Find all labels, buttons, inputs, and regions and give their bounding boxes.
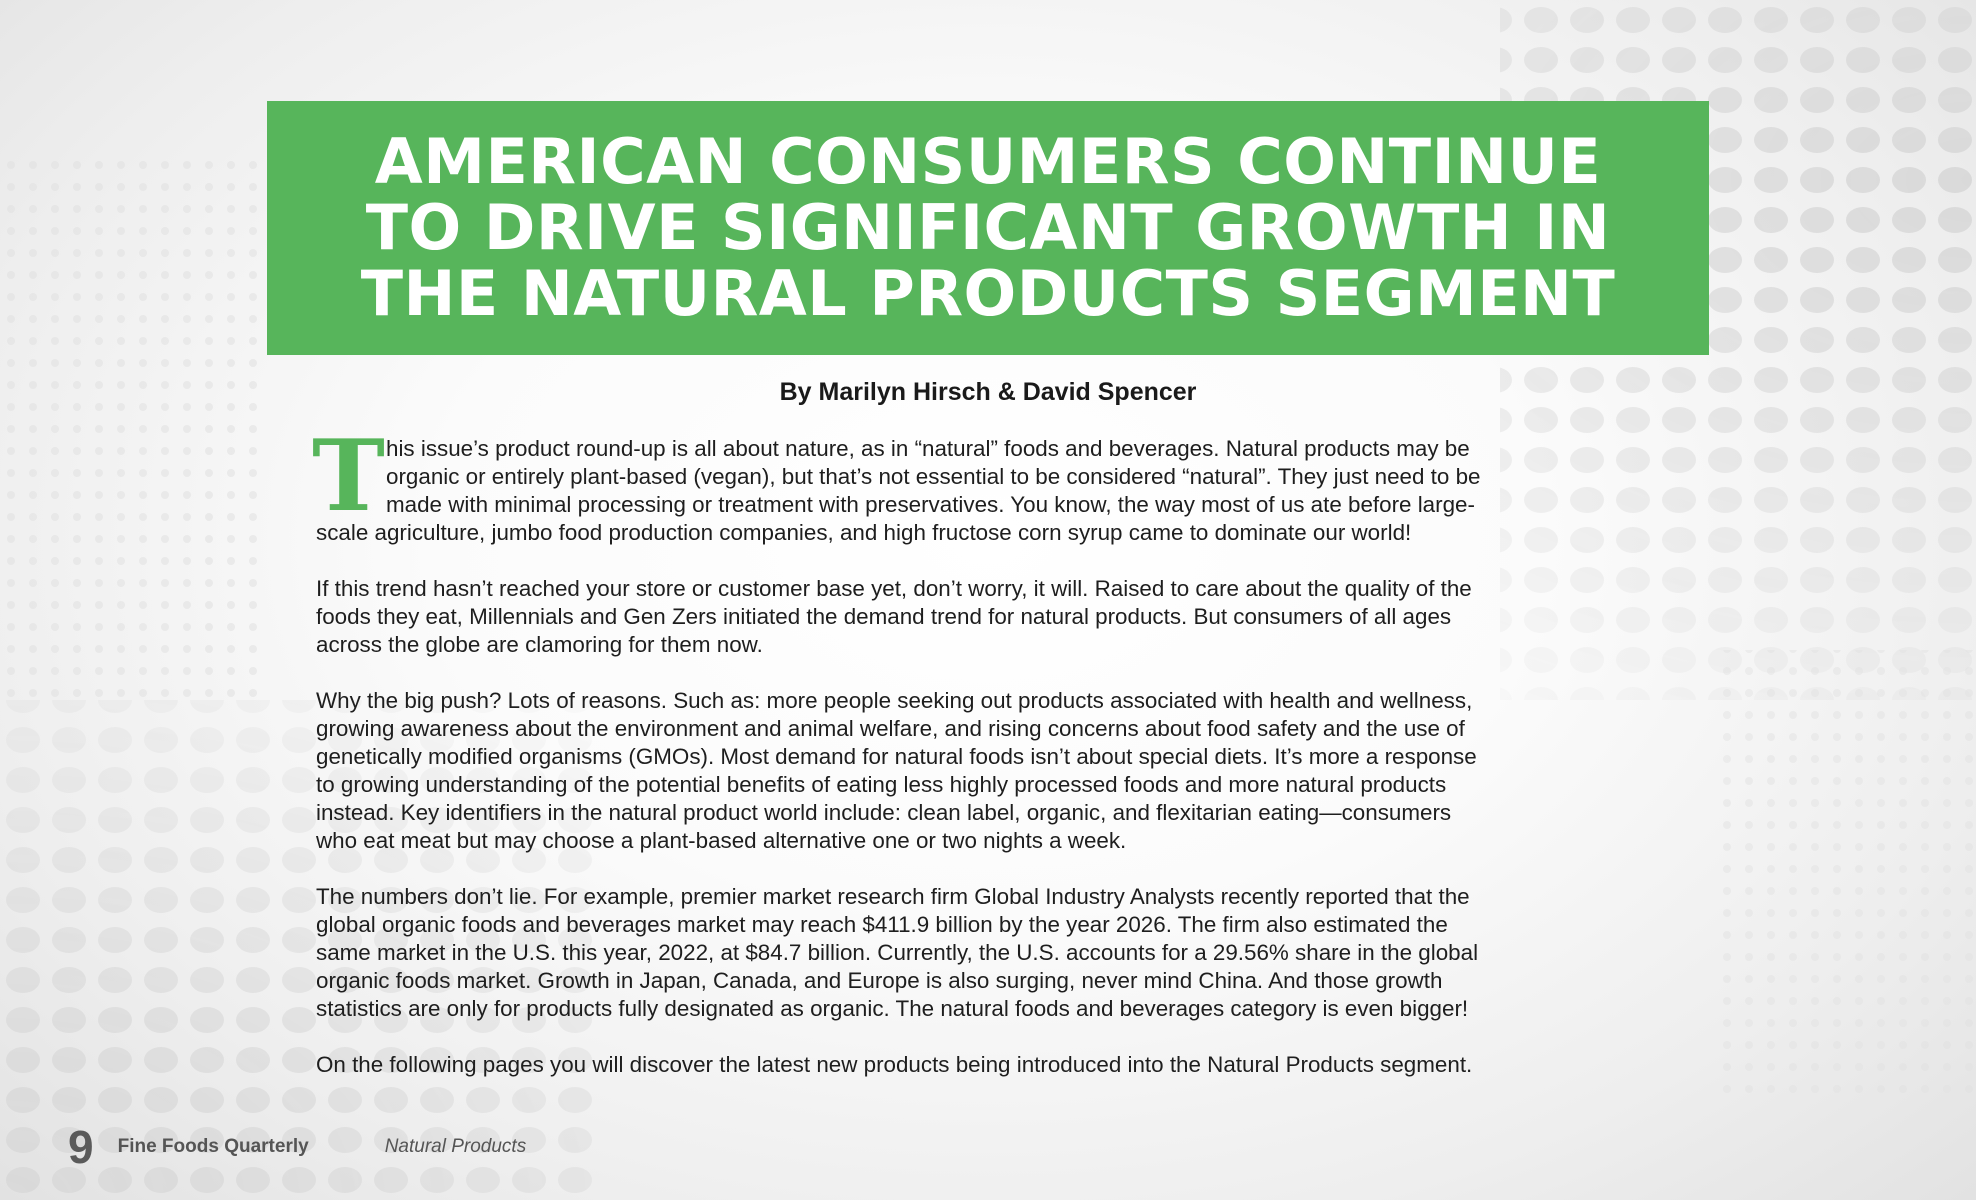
paragraph-line: made with minimal processing or treatment with preservatives. You know, the way most of us ate before large- bbox=[386, 492, 1475, 517]
paragraph-line: scale agriculture, jumbo food production companies, and high fructose corn syrup came to dominate our world! bbox=[316, 520, 1412, 545]
section-name: Natural Products bbox=[384, 1136, 527, 1157]
article-paragraph bbox=[316, 883, 1676, 1023]
article-paragraph bbox=[312, 419, 1676, 547]
title-line: TO DRIVE SIGNIFICANT GROWTH IN bbox=[365, 191, 1611, 264]
title-line: AMERICAN CONSUMERS CONTINUE bbox=[374, 125, 1602, 198]
page-footer bbox=[68, 1122, 526, 1172]
drop-cap: T bbox=[312, 419, 385, 534]
title-line: THE NATURAL PRODUCTS SEGMENT bbox=[360, 257, 1616, 330]
paragraph-line: his issue’s product round-up is all about nature, as in “natural” foods and beverages. Natural products may be bbox=[386, 436, 1470, 461]
article-body bbox=[312, 419, 1676, 1107]
article-paragraph bbox=[316, 687, 1676, 855]
paragraph-line: organic or entirely plant-based (vegan), but that’s not essential to be considered “natural”. They just need to be bbox=[386, 464, 1481, 489]
publication-name: Fine Foods Quarterly bbox=[117, 1136, 309, 1157]
paragraph-line: growing awareness about the environment and animal welfare, and rising concerns about food safety and the use of bbox=[316, 716, 1465, 741]
paragraph-line: instead. Key identifiers in the natural product world include: clean label, organic, and flexitarian eating—consumers bbox=[316, 800, 1452, 825]
paragraph-line: Why the big push? Lots of reasons. Such as: more people seeking out products associated with health and wellness, bbox=[316, 688, 1473, 713]
paragraph-line: The numbers don’t lie. For example, premier market research firm Global Industry Analysts recently reported that the bbox=[316, 884, 1470, 909]
paragraph-line: same market in the U.S. this year, 2022, at $84.7 billion. Currently, the U.S. accounts for a 29.56% share in the global bbox=[316, 940, 1479, 965]
paragraph-line: If this trend hasn’t reached your store or customer base yet, don’t worry, it will. Raised to care about the quality of the bbox=[316, 576, 1472, 601]
paragraph-line: On the following pages you will discover the latest new products being introduced into the Natural Products segment. bbox=[316, 1052, 1473, 1077]
paragraph-line: organic foods market. Growth in Japan, Canada, and Europe is also surging, never mind China. And those growth bbox=[316, 968, 1443, 993]
page-number: 9 bbox=[68, 1121, 94, 1173]
article-paragraph bbox=[316, 575, 1676, 659]
paragraph-line: statistics are only for products fully designated as organic. The natural foods and beverages category is even bigger! bbox=[316, 996, 1469, 1021]
paragraph-line: who eat meat but may choose a plant-based alternative one or two nights a week. bbox=[316, 828, 1127, 853]
paragraph-line: foods they eat, Millennials and Gen Zers initiated the demand trend for natural products. But consumers of all ages bbox=[316, 604, 1452, 629]
paragraph-line: genetically modified organisms (GMOs). Most demand for natural foods isn’t about special diets. It’s more a response bbox=[316, 744, 1477, 769]
paragraph-line: to growing understanding of the potential benefits of eating less highly processed foods and more natural products bbox=[316, 772, 1447, 797]
byline: By Marilyn Hirsch & David Spencer bbox=[779, 378, 1197, 406]
title-banner bbox=[267, 101, 1709, 355]
article-paragraph bbox=[316, 1051, 1676, 1079]
paragraph-line: across the globe are clamoring for them now. bbox=[316, 632, 763, 657]
paragraph-line: global organic foods and beverages market may reach $411.9 billion by the year 2026. The firm also estimated the bbox=[316, 912, 1448, 937]
